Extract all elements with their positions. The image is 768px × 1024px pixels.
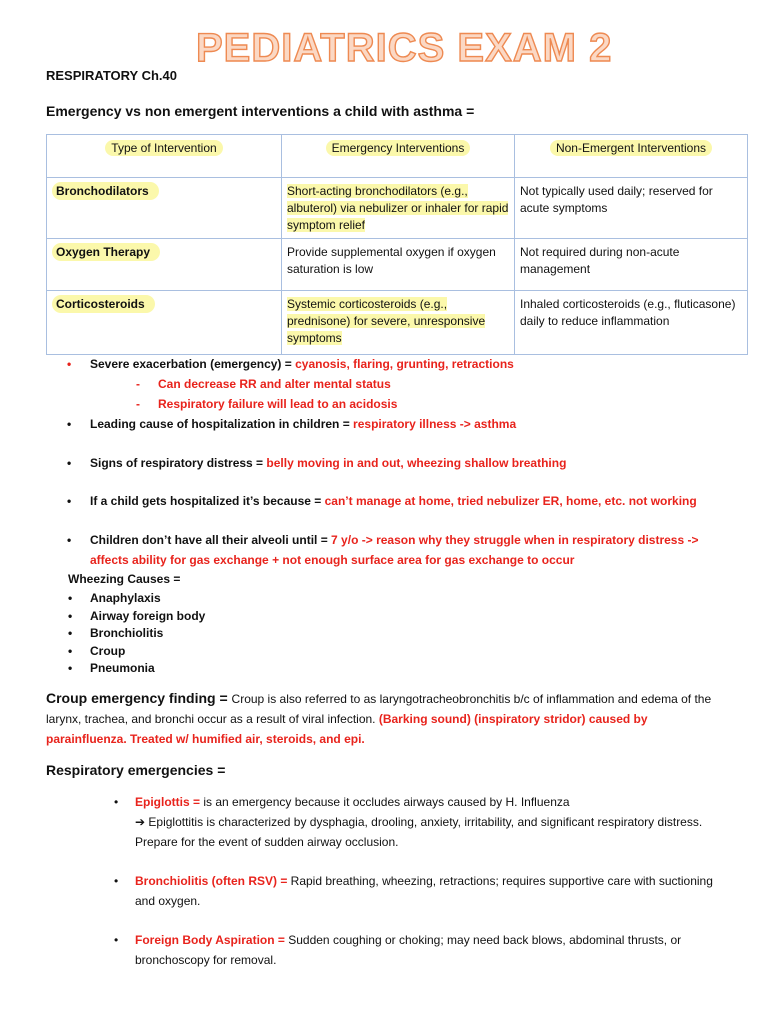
type-cell bbox=[47, 239, 282, 291]
bullet-dot: • bbox=[67, 357, 72, 371]
bullet-dot: • bbox=[67, 417, 72, 431]
bullet-dot: • bbox=[114, 933, 119, 947]
interventions-table bbox=[46, 134, 748, 355]
bullet-alveoli bbox=[67, 530, 730, 570]
list-item: • Bronchiolitis bbox=[68, 625, 205, 643]
bullet-lead: If a child gets hospitalized it’s because = bbox=[90, 494, 325, 508]
cell-text: Not typically used daily; reserved for acute symptoms bbox=[520, 184, 713, 215]
page-title: PEDIATRICS EXAM 2 bbox=[196, 26, 613, 70]
list-item: • Anaphylaxis bbox=[68, 590, 205, 608]
sub-bullet-text: Respiratory failure will lead to an acidosis bbox=[158, 397, 398, 411]
sub-bullet-text: Can decrease RR and alter mental status bbox=[158, 377, 391, 391]
bullet-lead: Signs of respiratory distress = bbox=[90, 456, 267, 470]
table-header-row bbox=[47, 135, 748, 178]
bullet-dot: • bbox=[67, 456, 72, 470]
non-emergent-cell bbox=[515, 178, 748, 239]
table-row bbox=[47, 239, 748, 291]
header-type: Type of Intervention bbox=[105, 140, 222, 156]
non-emergent-cell bbox=[515, 239, 748, 291]
header-emergency: Emergency Interventions bbox=[326, 140, 471, 156]
emergency-cell bbox=[282, 239, 515, 291]
emergencies-title: Respiratory emergencies = bbox=[46, 762, 226, 778]
cell-text: Not required during non-acute management bbox=[520, 245, 680, 276]
croup-text: Croup is also referred to as laryngotracheobronchitis b/c of inflammation and edema of the larynx, trachea, and bronchi occur as a result of viral infection. bbox=[46, 692, 712, 726]
list-item: • Pneumonia bbox=[68, 660, 205, 678]
bullet-signs-distress bbox=[67, 453, 730, 473]
table-row bbox=[47, 291, 748, 355]
header-cell bbox=[47, 135, 282, 178]
cell-text: Provide supplemental oxygen if oxygen saturation is low bbox=[287, 245, 496, 276]
emergency-term: Foreign Body Aspiration = bbox=[135, 933, 289, 947]
cell-text: Short-acting bronchodilators (e.g., albuterol) via nebulizer or inhaler for rapid symptom relief bbox=[287, 184, 509, 232]
table-row bbox=[47, 178, 748, 239]
emergency-item-foreign-body bbox=[114, 930, 715, 970]
bullet-dot: • bbox=[67, 533, 72, 547]
cell-text: Systemic corticosteroids (e.g., prednisone) for severe, unresponsive symptoms bbox=[287, 297, 486, 345]
bullet-severe-exacerbation bbox=[67, 354, 730, 374]
bullet-detail: belly moving in and out, wheezing shallow breathing bbox=[266, 456, 567, 470]
emergency-term: Epiglottis = bbox=[135, 795, 204, 809]
emergency-cell bbox=[282, 178, 515, 239]
row-label: Corticosteroids bbox=[52, 295, 155, 313]
bullet-detail: can’t manage at home, tried nebulizer ER, home, etc. not working bbox=[324, 494, 697, 508]
bullet-dot: • bbox=[67, 494, 72, 508]
croup-paragraph bbox=[46, 688, 726, 749]
header-cell bbox=[282, 135, 515, 178]
sub-bullet: - Can decrease RR and alter mental status bbox=[136, 377, 391, 391]
emergency-text: Sudden coughing or choking; may need back blows, abdominal thrusts, or bronchoscopy for removal. bbox=[135, 933, 682, 967]
bullet-detail: cyanosis, flaring, grunting, retractions bbox=[295, 357, 514, 371]
emergency-term: Bronchiolitis (often RSV) = bbox=[135, 874, 291, 888]
wheezing-causes-title: Wheezing Causes = bbox=[68, 572, 181, 586]
non-emergent-cell bbox=[515, 291, 748, 355]
croup-lead: Croup emergency finding = bbox=[46, 690, 232, 706]
bullet-lead: Severe exacerbation (emergency) = bbox=[90, 357, 296, 371]
emergency-text: Rapid breathing, wheezing, retractions; requires supportive care with suctioning and oxygen. bbox=[135, 874, 713, 908]
list-item: • Croup bbox=[68, 643, 205, 661]
emergency-item-bronchiolitis bbox=[114, 871, 715, 911]
croup-red-text: (Barking sound) (inspiratory stridor) caused by parainfluenza. Treated w/ humified air, steroids, and epi. bbox=[46, 712, 648, 746]
bullet-detail: 7 y/o -> reason why they struggle when in respiratory distress -> affects ability for gas exchange + not enough surface area for gas exchange to occur bbox=[90, 533, 699, 567]
row-label: Oxygen Therapy bbox=[52, 243, 160, 261]
list-item: • Airway foreign body bbox=[68, 608, 205, 626]
header-non-emergent: Non-Emergent Interventions bbox=[550, 140, 712, 156]
section-label: RESPIRATORY Ch.40 bbox=[46, 68, 177, 83]
bullet-lead: Leading cause of hospitalization in children = bbox=[90, 417, 354, 431]
bullet-hospitalized bbox=[67, 491, 730, 511]
emergency-arrow-note: ➔ Epiglottitis is characterized by dysphagia, drooling, anxiety, irritability, and significant respiratory distress. Prepare for the event of sudden airway occlusion. bbox=[135, 815, 703, 849]
bullet-lead: Children don’t have all their alveoli until = bbox=[90, 533, 332, 547]
sub-bullet: - Respiratory failure will lead to an acidosis bbox=[136, 397, 398, 411]
header-cell bbox=[515, 135, 748, 178]
emergency-cell bbox=[282, 291, 515, 355]
bullet-dot: • bbox=[114, 795, 119, 809]
bullet-leading-cause bbox=[67, 414, 730, 434]
table-heading: Emergency vs non emergent interventions a child with asthma = bbox=[46, 103, 475, 119]
emergency-item-epiglottis bbox=[114, 792, 715, 852]
type-cell bbox=[47, 291, 282, 355]
bullet-dot: • bbox=[114, 874, 119, 888]
type-cell bbox=[47, 178, 282, 239]
row-label: Bronchodilators bbox=[52, 182, 159, 200]
wheezing-causes-list bbox=[68, 590, 205, 678]
cell-text: Inhaled corticosteroids (e.g., fluticasone) daily to reduce inflammation bbox=[520, 297, 736, 328]
bullet-detail: respiratory illness -> asthma bbox=[353, 417, 517, 431]
emergency-text: is an emergency because it occludes airways caused by H. Influenza bbox=[203, 795, 570, 809]
